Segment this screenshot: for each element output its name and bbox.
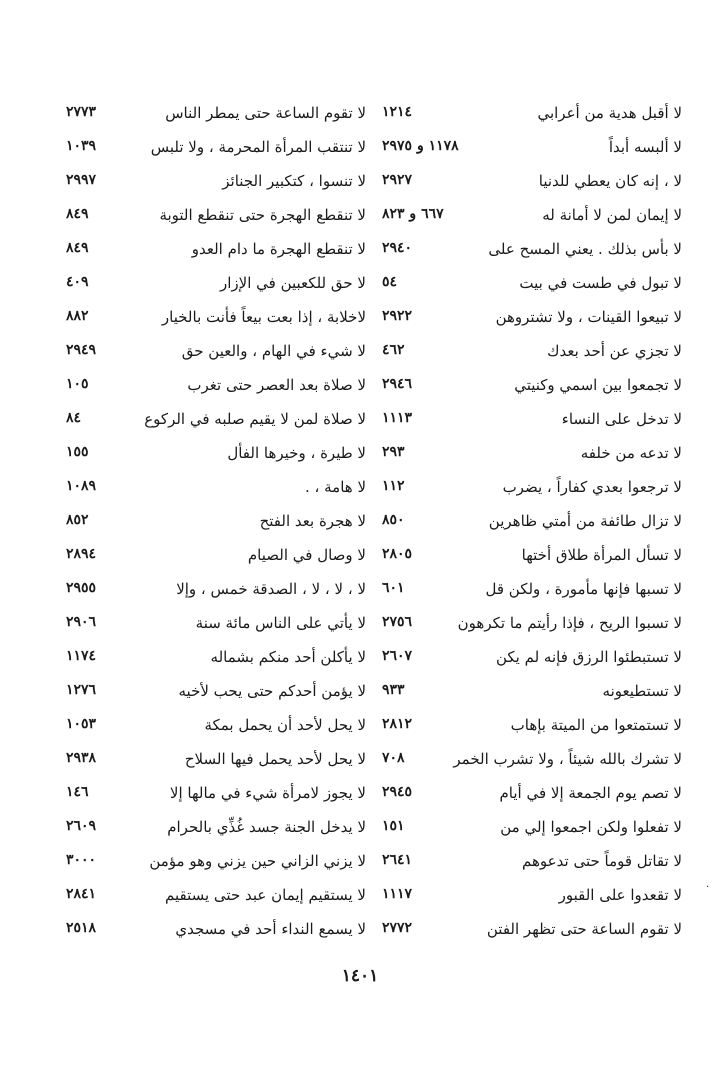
index-entry (382, 304, 682, 338)
entry-reference-number: ١٥١ (382, 818, 405, 834)
index-entry (66, 746, 366, 780)
index-column-right (382, 100, 682, 950)
entry-reference-number: ١١١٣ (382, 410, 413, 426)
index-entry (382, 576, 682, 610)
entry-text: لا تقوم الساعة حتى يمطر الناس (165, 104, 366, 122)
entry-reference-number: ٢٩٢٧ (382, 172, 413, 188)
entry-reference-number: ٨٤٩ (66, 240, 89, 256)
entry-text: لا تسبها فإنها مأمورة ، ولكن قل (485, 580, 682, 598)
index-entry (66, 474, 366, 508)
entry-reference-number: ٢٧٥٦ (382, 614, 413, 630)
entry-text: لا تسأل المرأة طلاق أختها (521, 546, 682, 564)
entry-text: لا يدخل الجنة جسد غُذِّي بالحرام (167, 818, 366, 836)
entry-reference-number: ٢٨٤١ (66, 886, 97, 902)
index-entry (382, 406, 682, 440)
entry-reference-number: ٢٦٠٧ (382, 648, 413, 664)
entry-text: لا تقاتل قوماً حتى تدعوهم (522, 852, 682, 870)
entry-text: لا تجزي عن أحد بعدك (547, 342, 682, 360)
entry-reference-number: ٦٦٧ و ٨٢٣ (382, 206, 444, 222)
entry-reference-number: ٨٥٢ (66, 512, 89, 528)
index-entry (66, 610, 366, 644)
index-entry (66, 576, 366, 610)
entry-reference-number: ٢٩٤٠ (382, 240, 413, 256)
entry-text: لا تنقطع الهجرة ما دام العدو (191, 240, 366, 258)
entry-text: لا وصال في الصيام (247, 546, 366, 564)
index-entry (382, 644, 682, 678)
entry-text: لا يسمع النداء أحد في مسجدي (175, 920, 366, 938)
entry-reference-number: ٩٣٣ (382, 682, 405, 698)
entry-reference-number: ٥٤ (382, 274, 398, 290)
index-entry (382, 474, 682, 508)
entry-reference-number: ٢٥١٨ (66, 920, 97, 936)
entry-reference-number: ١٠٣٩ (66, 138, 97, 154)
index-entry (66, 848, 366, 882)
entry-text: لا تستمتعوا من الميتة بإهاب (510, 716, 682, 734)
entry-text: لا شيء في الهام ، والعين حق (181, 342, 366, 360)
index-entry (382, 270, 682, 304)
entry-text: لا يحل لأحد أن يحمل بمكة (204, 716, 366, 734)
entry-reference-number: ٢٩٤٥ (382, 784, 413, 800)
index-entry (66, 508, 366, 542)
entry-reference-number: ٨٤٩ (66, 206, 89, 222)
entry-reference-number: ١٥٥ (66, 444, 89, 460)
index-entry (66, 882, 366, 916)
entry-reference-number: ٢٩٤٩ (66, 342, 97, 358)
entry-text: لا بأس بذلك . يعني المسح على (488, 240, 682, 258)
entry-text: لا يستقيم إيمان عبد حتى يستقيم (164, 886, 366, 904)
index-entry (66, 712, 366, 746)
entry-text: لا تسبوا الريح ، فإذا رأيتم ما تكرهون (457, 614, 682, 632)
index-entry (66, 202, 366, 236)
index-entry (382, 848, 682, 882)
entry-reference-number: ١١١٧ (382, 886, 413, 902)
entry-text: لاخلابة ، إذا بعت بيعاً فأنت بالخيار (161, 308, 366, 326)
index-entry (66, 372, 366, 406)
index-entry (382, 780, 682, 814)
entry-text: لا صلاة بعد العصر حتى تغرب (187, 376, 366, 394)
index-entry (66, 100, 366, 134)
entry-reference-number: ١٢٧٦ (66, 682, 97, 698)
entry-text: لا يؤمن أحدكم حتى يحب لأخيه (178, 682, 366, 700)
entry-text: لا تبيعوا القينات ، ولا تشتروهن (495, 308, 682, 326)
index-entry (66, 406, 366, 440)
index-entry (382, 678, 682, 712)
index-entry (382, 100, 682, 134)
entry-reference-number: ١٠٥٣ (66, 716, 97, 732)
index-column-left (66, 100, 366, 950)
entry-text: لا تجمعوا بين اسمي وكنيتي (514, 376, 682, 394)
index-entry (382, 746, 682, 780)
entry-reference-number: ٢٩٢٢ (382, 308, 413, 324)
entry-reference-number: ٨٥٠ (382, 512, 405, 528)
entry-reference-number: ٢٦٤١ (382, 852, 413, 868)
entry-reference-number: ٢٩٠٦ (66, 614, 97, 630)
entry-text: لا تنسوا ، كتكبير الجنائز (222, 172, 366, 190)
entry-text: لا تدخل على النساء (561, 410, 682, 428)
index-entry (66, 440, 366, 474)
entry-reference-number: ٢٧٧٢ (382, 920, 413, 936)
entry-reference-number: ٤٠٩ (66, 274, 89, 290)
index-entry (382, 372, 682, 406)
entry-text: لا ترجعوا بعدي كفاراً ، يضرب (502, 478, 682, 496)
index-entry (382, 882, 682, 916)
entry-text: لا إيمان لمن لا أمانة له (542, 206, 682, 224)
index-entry (382, 236, 682, 270)
entry-text: لا تصم يوم الجمعة إلا في أيام (499, 784, 682, 802)
entry-text: لا ألبسه أبداً (608, 138, 682, 156)
index-entry (382, 508, 682, 542)
index-entry (66, 270, 366, 304)
entry-text: لا هجرة بعد الفتح (259, 512, 366, 530)
entry-reference-number: ٢٩٣٨ (66, 750, 97, 766)
index-entry (66, 236, 366, 270)
entry-text: لا طيرة ، وخيرها الفأل (227, 444, 366, 462)
index-entry (382, 134, 682, 168)
entry-text: لا صلاة لمن لا يقيم صلبه في الركوع (144, 410, 366, 428)
entry-text: لا أقبل هدية من أعرابي (537, 104, 682, 122)
entry-reference-number: ٣٠٠٠ (66, 852, 97, 868)
entry-reference-number: ٦٠١ (382, 580, 405, 596)
entry-text: لا تفعلوا ولكن اجمعوا إلي من (500, 818, 682, 836)
entry-reference-number: ١٢١٤ (382, 104, 413, 120)
entry-text: لا تبول في طست في بيت (519, 274, 682, 292)
entry-reference-number: ٧٠٨ (382, 750, 405, 766)
index-entry (382, 916, 682, 950)
entry-text: لا تدعه من خلفه (580, 444, 682, 462)
index-entry (382, 338, 682, 372)
entry-reference-number: ٢٩٣ (382, 444, 405, 460)
entry-reference-number: ٨٨٢ (66, 308, 89, 324)
entry-text: لا حق للكعبين في الإزار (220, 274, 366, 292)
index-entry (66, 134, 366, 168)
page-number: ١٤٠١ (341, 966, 379, 986)
index-entry (66, 916, 366, 950)
entry-reference-number: ١١٢ (382, 478, 405, 494)
entry-text: لا يحل لأحد يحمل فيها السلاح (184, 750, 366, 768)
index-entry (382, 814, 682, 848)
index-entry (66, 168, 366, 202)
entry-text: لا تنقطع الهجرة حتى تنقطع التوبة (159, 206, 366, 224)
index-entry (66, 780, 366, 814)
entry-reference-number: ١١٧٤ (66, 648, 97, 664)
entry-reference-number: ١١٧٨ و ٢٩٧٥ (382, 138, 459, 154)
entry-text: لا تنتقب المرأة المحرمة ، ولا تلبس (150, 138, 366, 156)
entry-text: لا تستبطئوا الرزق فإنه لم يكن (495, 648, 682, 666)
index-entry (382, 440, 682, 474)
entry-reference-number: ٤٦٢ (382, 342, 405, 358)
entry-text: لا تزال طائفة من أمتي ظاهرين (488, 512, 682, 530)
index-entry (66, 542, 366, 576)
entry-reference-number: ٢٩٩٧ (66, 172, 97, 188)
entry-reference-number: ٢٨٩٤ (66, 546, 97, 562)
entry-text: لا يزني الزاني حين يزني وهو مؤمن (149, 852, 366, 870)
entry-text: لا يجوز لامرأة شيء في مالها إلا (169, 784, 366, 802)
entry-text: لا هامة ، . (304, 478, 366, 496)
entry-text: لا تشرك بالله شيئاً ، ولا تشرب الخمر (453, 750, 682, 768)
index-entry (66, 814, 366, 848)
entry-text: لا يأتي على الناس مائة سنة (195, 614, 366, 632)
entry-reference-number: ٢٨٠٥ (382, 546, 413, 562)
entry-text: لا تقعدوا على القبور (558, 886, 682, 904)
index-entry (66, 304, 366, 338)
entry-text: لا ، لا ، لا ، الصدقة خمس ، وإلا (176, 580, 366, 598)
entry-text: لا ، إنه كان يعطي للدنيا (538, 172, 682, 190)
entry-text: لا يأكلن أحد منكم بشماله (210, 648, 366, 666)
entry-reference-number: ٢٧٧٣ (66, 104, 97, 120)
entry-reference-number: ٨٤ (66, 410, 82, 426)
index-entry (66, 644, 366, 678)
entry-reference-number: ١٠٥ (66, 376, 89, 392)
index-entry (66, 338, 366, 372)
entry-text: لا تقوم الساعة حتى تظهر الفتن (486, 920, 682, 938)
entry-reference-number: ٢٨١٢ (382, 716, 413, 732)
index-entry (66, 678, 366, 712)
index-entry (382, 712, 682, 746)
index-entry (382, 202, 682, 236)
entry-text: لا تستطيعونه (602, 682, 682, 700)
index-entry (382, 168, 682, 202)
index-entry (382, 610, 682, 644)
entry-reference-number: ٢٩٤٦ (382, 376, 413, 392)
entry-reference-number: ١٤٦ (66, 784, 89, 800)
entry-reference-number: ٢٦٠٩ (66, 818, 97, 834)
entry-reference-number: ١٠٨٩ (66, 478, 97, 494)
margin-dot: · (706, 882, 710, 893)
index-entry (382, 542, 682, 576)
entry-reference-number: ٢٩٥٥ (66, 580, 97, 596)
